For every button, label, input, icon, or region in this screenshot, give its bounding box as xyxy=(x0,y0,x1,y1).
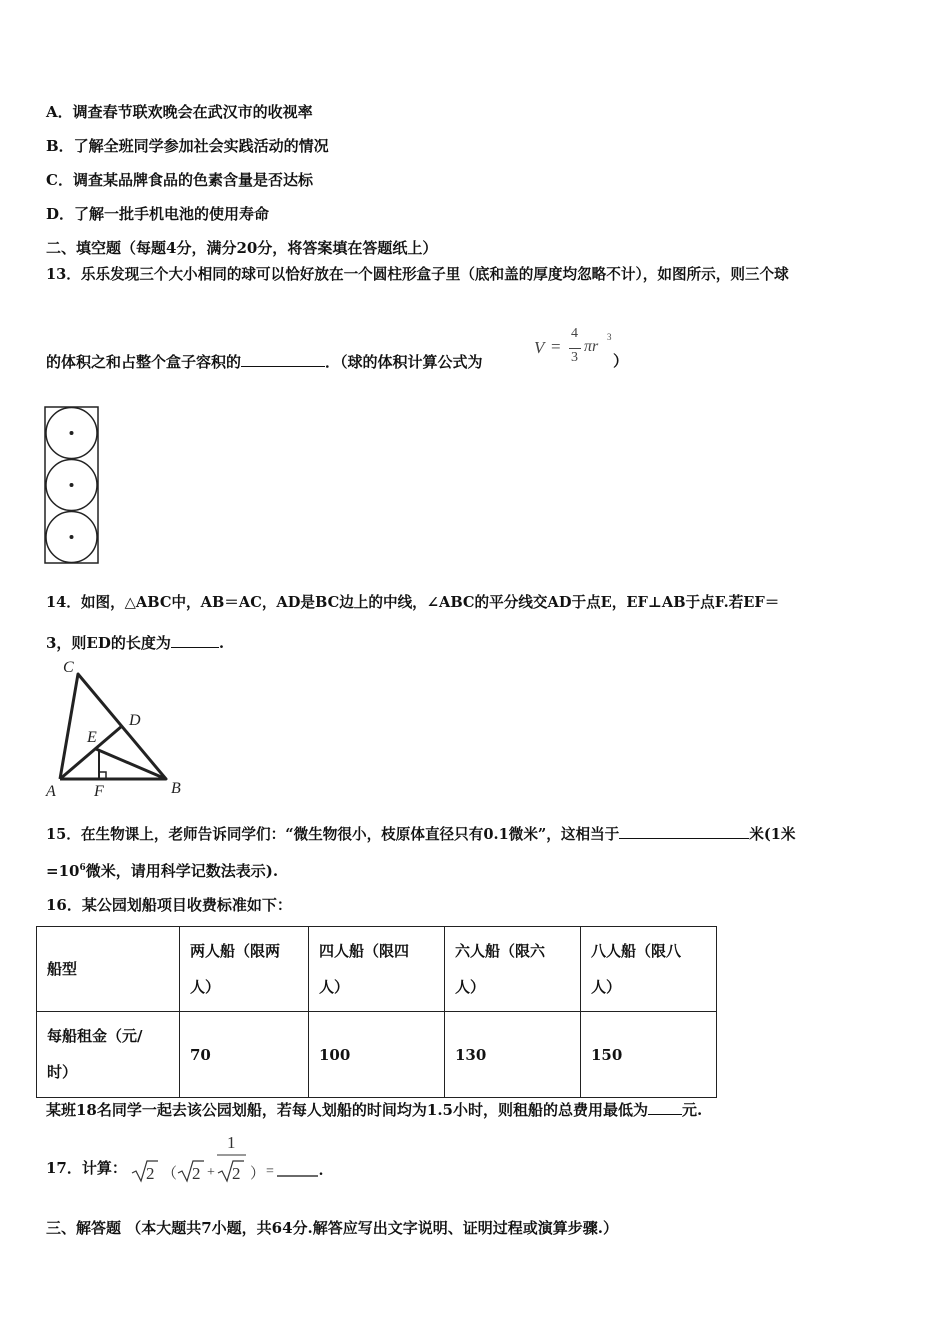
sqrt-radicand-1: 2 xyxy=(146,1164,155,1183)
row-label-rent: 每船租金（元/ 时） xyxy=(37,1012,180,1098)
option-b: B．了解全班同学参加社会实践活动的情况 xyxy=(46,137,329,155)
paren-open: （ xyxy=(162,1166,178,1182)
price-eight-person: 150 xyxy=(581,1012,717,1098)
sqrt-radicand-3: 2 xyxy=(232,1164,241,1183)
header-boat-type: 船型 xyxy=(37,927,180,1012)
header-eight-person: 八人船（限八 人） xyxy=(581,927,717,1012)
label-a: A xyxy=(46,783,56,800)
option-d: D．了解一批手机电池的使用寿命 xyxy=(46,205,270,223)
triangle-abc-figure xyxy=(40,656,200,802)
formula-denominator: 3 xyxy=(571,350,578,365)
q16-question-prefix: 某班18名同学一起去该公园划船，若每人划船的时间均为1.5小时，则租船的总费用最低为 xyxy=(46,1101,648,1119)
q17-expression xyxy=(128,1128,328,1188)
q16-question-end: 元. xyxy=(681,1101,703,1119)
q15-line2 xyxy=(46,858,278,881)
q17-label: 17．计算： xyxy=(46,1159,127,1177)
q15-line1-end: 米(1米 xyxy=(749,826,796,843)
q15-line1 xyxy=(46,823,796,845)
boat-fee-table xyxy=(36,926,717,1098)
price-four-person: 100 xyxy=(309,1012,445,1098)
sphere-volume-formula xyxy=(534,328,614,374)
header-four-person: 四人船（限四 人） xyxy=(309,927,445,1012)
q14-line2-end: . xyxy=(218,634,225,652)
label-f: F xyxy=(94,783,104,800)
q15-line1-prefix: 15．在生物课上，老师告诉同学们：“微生物很小，枝原体直径只有0.1微米”，这相当于 xyxy=(46,826,620,843)
q16-intro: 16．某公园划船项目收费标准如下： xyxy=(46,896,292,914)
cylinder-balls-figure xyxy=(44,406,100,566)
price-two-person: 70 xyxy=(180,1012,309,1098)
q14-answer-blank xyxy=(171,632,219,648)
q14-line2 xyxy=(46,632,224,653)
triangle-abc xyxy=(60,674,166,779)
q13-line2 xyxy=(46,351,483,372)
q15-line2-a: =10 xyxy=(46,862,80,880)
q14-line1: 14．如图，△ABC中，AB＝AC，AD是BC边上的中线，∠ABC的平分线交AD于点E，EF⊥AB于点F.若EF＝ xyxy=(46,594,780,611)
q15-answer-blank xyxy=(619,823,749,839)
sqrt-radicand-2: 2 xyxy=(192,1164,201,1183)
header-two-person: 两人船（限两 人） xyxy=(180,927,309,1012)
q13-line2-close: ） xyxy=(613,352,629,370)
formula-v: V xyxy=(534,338,545,357)
formula-pi-r: πr xyxy=(584,338,599,355)
paren-close: ） xyxy=(250,1166,266,1182)
formula-exponent: 3 xyxy=(607,332,612,342)
option-c: C．调查某品牌食品的色素含量是否达标 xyxy=(46,171,313,189)
q13-line2-prefix: 的体积之和占整个盒子容积的 xyxy=(46,353,242,371)
formula-numerator: 4 xyxy=(571,326,578,341)
label-d: D xyxy=(129,712,141,729)
label-e: E xyxy=(87,729,97,746)
formula-equals: = xyxy=(551,337,561,356)
formula-fraction-bar xyxy=(569,348,581,349)
q13-line1: 13．乐乐发现三个大小相同的球可以恰好放在一个圆柱形盒子里（底和盖的厚度均忽略不计），如图所示，则三个球 xyxy=(46,266,789,283)
label-b: B xyxy=(171,780,181,797)
header-six-person: 六人船（限六 人） xyxy=(445,927,581,1012)
q14-line2-prefix: 3，则ED的长度为 xyxy=(46,634,171,652)
ball-top-center xyxy=(70,431,74,435)
q16-question xyxy=(46,1099,702,1120)
section-3-heading: 三、解答题 （本大题共7小题，共64分.解答应写出文字说明、证明过程或演算步骤.） xyxy=(46,1219,618,1237)
section-2-heading: 二、填空题（每题4分，满分20分，将答案填在答题纸上） xyxy=(46,239,438,257)
label-c: C xyxy=(63,659,74,676)
table-price-row xyxy=(37,1012,717,1098)
q15-exponent: 6 xyxy=(79,863,86,873)
price-six-person: 130 xyxy=(445,1012,581,1098)
option-a: A．调查春节联欢晚会在武汉市的收视率 xyxy=(46,103,313,121)
fraction-numerator: 1 xyxy=(227,1133,236,1152)
table-header-row xyxy=(37,927,717,1012)
q15-line2-b: 微米，请用科学记数法表示). xyxy=(85,862,279,880)
ball-middle-center xyxy=(70,483,74,487)
q16-answer-blank xyxy=(648,1099,682,1115)
ball-bottom-center xyxy=(70,535,74,539)
q13-line2-hint: ．（球的体积计算公式为 xyxy=(325,353,483,371)
equals-sign: = xyxy=(266,1164,274,1179)
plus-sign: + xyxy=(207,1165,215,1180)
q17-end: . xyxy=(319,1162,323,1179)
q13-answer-blank xyxy=(241,351,325,367)
